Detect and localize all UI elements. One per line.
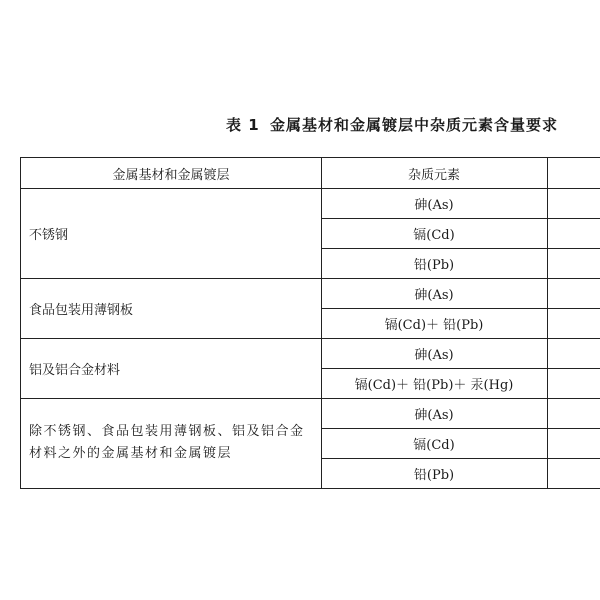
element-cell: 砷(As) — [414, 407, 454, 423]
element-cell: 砷(As) — [414, 287, 454, 303]
element-cell: 铅(Pb) — [413, 467, 455, 483]
material-cell: 不锈钢 — [29, 227, 69, 243]
element-cell: 砷(As) — [414, 347, 454, 363]
element-cell: 镉(Cd)＋ 铅(Pb) — [384, 317, 484, 333]
table-title: 金属基材和金属镀层中杂质元素含量要求 — [270, 116, 559, 134]
header-material: 金属基材和金属镀层 — [112, 167, 230, 183]
element-cell: 铅(Pb) — [413, 257, 455, 273]
table-number: 表 1 — [226, 116, 260, 134]
element-cell: 镉(Cd) — [413, 437, 455, 453]
material-cell: 食品包装用薄钢板 — [29, 302, 134, 318]
impurity-table — [20, 157, 600, 489]
table-caption — [0, 114, 600, 138]
material-cell: 铝及铝合金材料 — [29, 362, 121, 378]
material-cell — [21, 398, 321, 488]
element-cell: 镉(Cd)＋ 铅(Pb)＋ 汞(Hg) — [354, 377, 514, 393]
column-divider — [547, 158, 548, 488]
element-cell: 砷(As) — [414, 197, 454, 213]
element-cell: 镉(Cd) — [413, 227, 455, 243]
header-element: 杂质元素 — [407, 167, 460, 183]
material-text: 除不锈钢、食品包装用薄钢板、铝及铝合金材料之外的金属基材和金属镀层 — [29, 424, 305, 461]
